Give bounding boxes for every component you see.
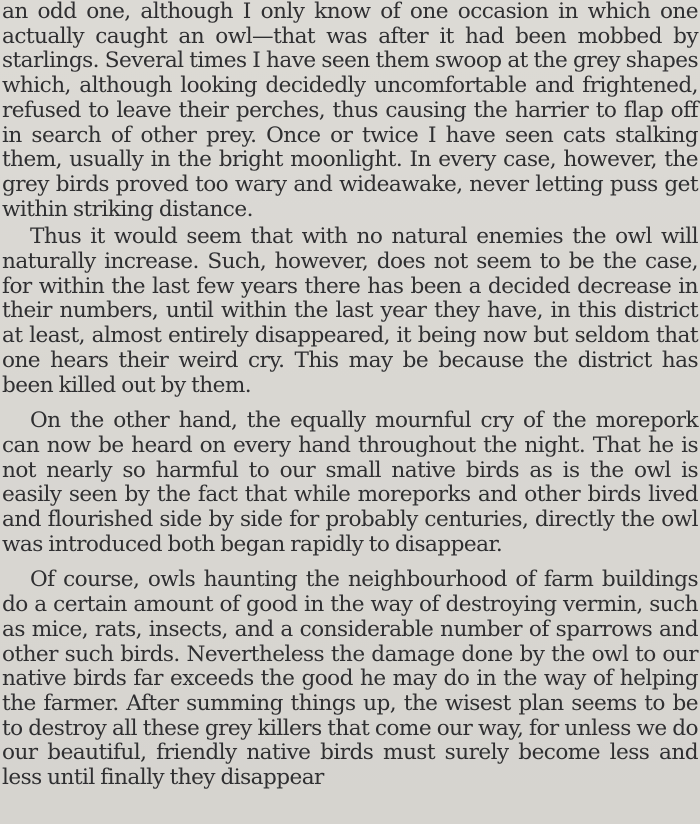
paragraph-2: Thus it would seem that with no natural enemies the owl will naturally increase. Such, however, does not seem to be the case, for within the last few years there has been a decided decrease in their numbers, until within the last year they have, in this district at least, almost entirely disappeared, it being now but seldom that one hears their weird cry. This may be because the district has been killed out by them. <box>2 224 698 398</box>
paragraph-4: Of course, owls haunting the neighbourhood of farm buildings do a certain amount of good in the way of destroying vermin, such as mice, rats, insects, and a considerable number of sparrows and other such birds. Nevertheless the damage done by the owl to our native birds far exceeds the good he may do in the way of helping the farmer. After summing things up, the wisest plan seems to be to destroy all these grey killers that come our way, for unless we do our beautiful, friendly native birds must surely become less and less until finally they disappear <box>2 567 698 791</box>
paragraph-1: an odd one, although I only know of one occasion in which one actually caught an owl—that was after it had been mobbed by starlings. Several times I have seen them swoop at the grey shapes which, although looking decidedly uncomfortable and frightened, refused to leave their perches, thus causing the harrier to flap off in search of other prey. Once or twice I have seen cats stalking them, usually in the bright moonlight. In every case, however, the grey birds proved too wary and wideawake, never letting puss get within striking distance. <box>2 0 698 222</box>
paragraph-3: On the other hand, the equally mournful cry of the morepork can now be heard on every hand throughout the night. That he is not nearly so harmful to our small native birds as is the owl is easily seen by the fact that while moreporks and other birds lived and flourished side by side for probably centuries, directly the owl was introduced both began rapidly to disappear. <box>2 408 698 557</box>
